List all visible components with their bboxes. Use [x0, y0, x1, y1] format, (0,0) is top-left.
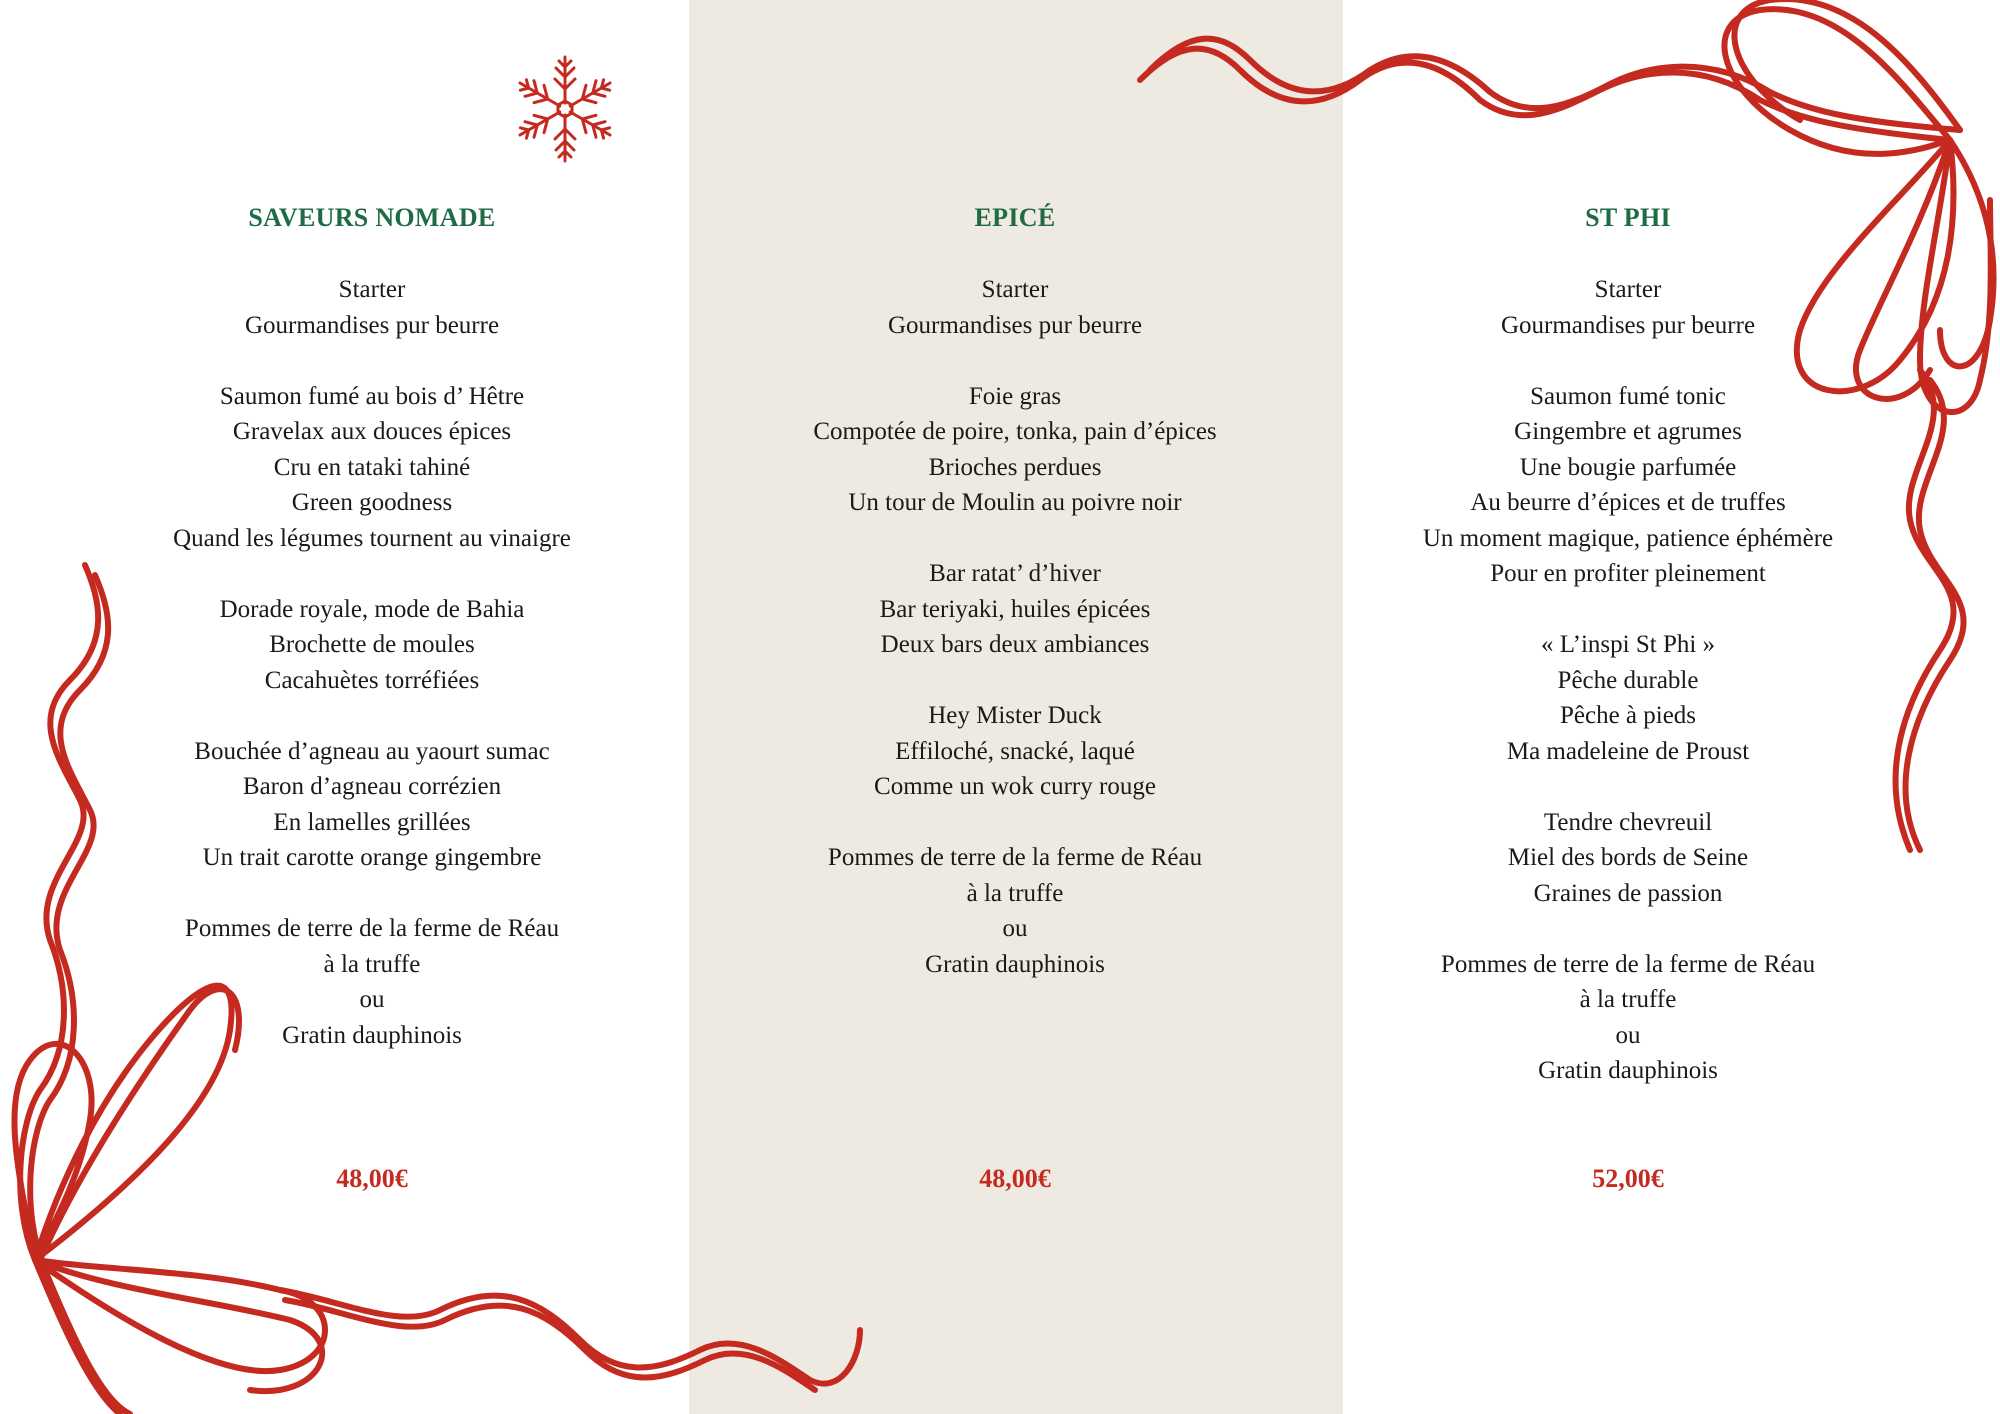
menu-line: Bar ratat’ d’hiver	[929, 560, 1101, 587]
menu-course	[1308, 627, 1948, 769]
menu-line: Bouchée d’agneau au yaourt sumac	[194, 737, 550, 765]
menu-line: Starter	[338, 276, 406, 303]
menu-line: Ma madeleine de Proust	[1506, 737, 1750, 765]
menu-line: à la truffe	[323, 950, 421, 978]
menu-line: Cru en tataki tahiné	[273, 453, 471, 481]
menu-line: Foie gras	[968, 382, 1062, 410]
menu-line: Une bougie parfumée	[1519, 453, 1737, 481]
menu-line: Saumon fumé tonic	[1530, 382, 1726, 410]
menu-line: Gratin dauphinois	[282, 1021, 462, 1049]
menu-line: Starter	[1594, 276, 1662, 303]
menu-title: SAVEURS NOMADE	[248, 203, 496, 232]
menu-line: Quand les légumes tournent au vinaigre	[173, 524, 571, 552]
menu-line: Effiloché, snacké, laqué	[895, 737, 1135, 765]
menu-line: Baron d’agneau corrézien	[242, 773, 502, 800]
menu-line: Tendre chevreuil	[1543, 808, 1713, 836]
menu-course	[1308, 379, 1948, 592]
menu-line: Gourmandises pur beurre	[887, 311, 1143, 339]
menu-line: Un trait carotte orange gingembre	[202, 844, 542, 871]
menu-line: Pêche à pieds	[1559, 702, 1697, 729]
menu-course	[695, 840, 1335, 982]
menu-line: Graines de passion	[1533, 879, 1723, 907]
menu-column-st-phi	[1308, 200, 1948, 1124]
menu-line: Au beurre d’épices et de truffes	[1470, 489, 1786, 516]
menu-price: 52,00€	[1592, 1164, 1664, 1193]
menu-course	[695, 556, 1335, 663]
menu-price: 48,00€	[979, 1164, 1051, 1193]
menu-line: Pêche durable	[1557, 666, 1699, 694]
menu-course	[52, 272, 692, 343]
menu-line: ou	[1615, 1021, 1641, 1049]
menu-line: Pommes de terre de la ferme de Réau	[827, 844, 1203, 871]
menu-line: Gravelax aux douces épices	[232, 418, 512, 445]
menu-course	[52, 379, 692, 557]
menu-course	[1308, 805, 1948, 912]
menu-line: ou	[1002, 915, 1028, 942]
menu-line: Gourmandises pur beurre	[1500, 311, 1756, 339]
menu-price: 48,00€	[336, 1164, 408, 1193]
menu-line: Pour en profiter pleinement	[1490, 560, 1766, 587]
menu-title: ST PHI	[1585, 203, 1671, 232]
menu-line: ou	[359, 986, 385, 1013]
menu-line: Compotée de poire, tonka, pain d’épices	[813, 418, 1217, 445]
menu-course	[52, 734, 692, 876]
menu-line: à la truffe	[1579, 986, 1677, 1013]
menu-line: Brioches perdues	[928, 453, 1102, 481]
menu-line: Miel des bords de Seine	[1507, 844, 1749, 871]
menu-course	[695, 272, 1335, 343]
menu-line: « L’inspi St Phi »	[1540, 631, 1716, 658]
menu-line: Pommes de terre de la ferme de Réau	[1440, 950, 1816, 978]
menu-column-saveurs-nomade	[52, 200, 692, 1089]
menu-line: Brochette de moules	[269, 631, 475, 658]
menu-line: Starter	[981, 276, 1049, 303]
menu-line: à la truffe	[966, 879, 1064, 907]
menu-line: Hey Mister Duck	[928, 702, 1102, 729]
menu-course	[695, 698, 1335, 805]
menu-course	[695, 379, 1335, 521]
menu-line: Gratin dauphinois	[1538, 1057, 1718, 1084]
menu-line: Deux bars deux ambiances	[880, 631, 1150, 658]
menu-line: Saumon fumé au bois d’ Hêtre	[219, 382, 525, 410]
menu-line: Cacahuètes torréfiées	[264, 666, 480, 694]
menu-course	[52, 911, 692, 1053]
menu-line: Bar teriyaki, huiles épicées	[879, 595, 1151, 623]
menu-line: Un tour de Moulin au poivre noir	[848, 489, 1182, 516]
menu-line: Comme un wok curry rouge	[874, 773, 1156, 800]
menu-column-epice	[695, 200, 1335, 1018]
menu-course	[1308, 272, 1948, 343]
snowflake-icon	[508, 52, 622, 166]
menu-line: Gourmandises pur beurre	[244, 311, 500, 339]
menu-line: Dorade royale, mode de Bahia	[219, 595, 525, 623]
menu-line: Pommes de terre de la ferme de Réau	[184, 915, 560, 942]
menu-course	[52, 592, 692, 699]
menu-line: Green goodness	[291, 489, 453, 516]
menu-line: Gratin dauphinois	[925, 950, 1105, 978]
menu-line: Un moment magique, patience éphémère	[1422, 524, 1834, 552]
menu-title: EPICÉ	[974, 203, 1056, 232]
menu-line: Gingembre et agrumes	[1514, 418, 1742, 445]
menu-course	[1308, 947, 1948, 1089]
menu-line: En lamelles grillées	[273, 808, 471, 836]
